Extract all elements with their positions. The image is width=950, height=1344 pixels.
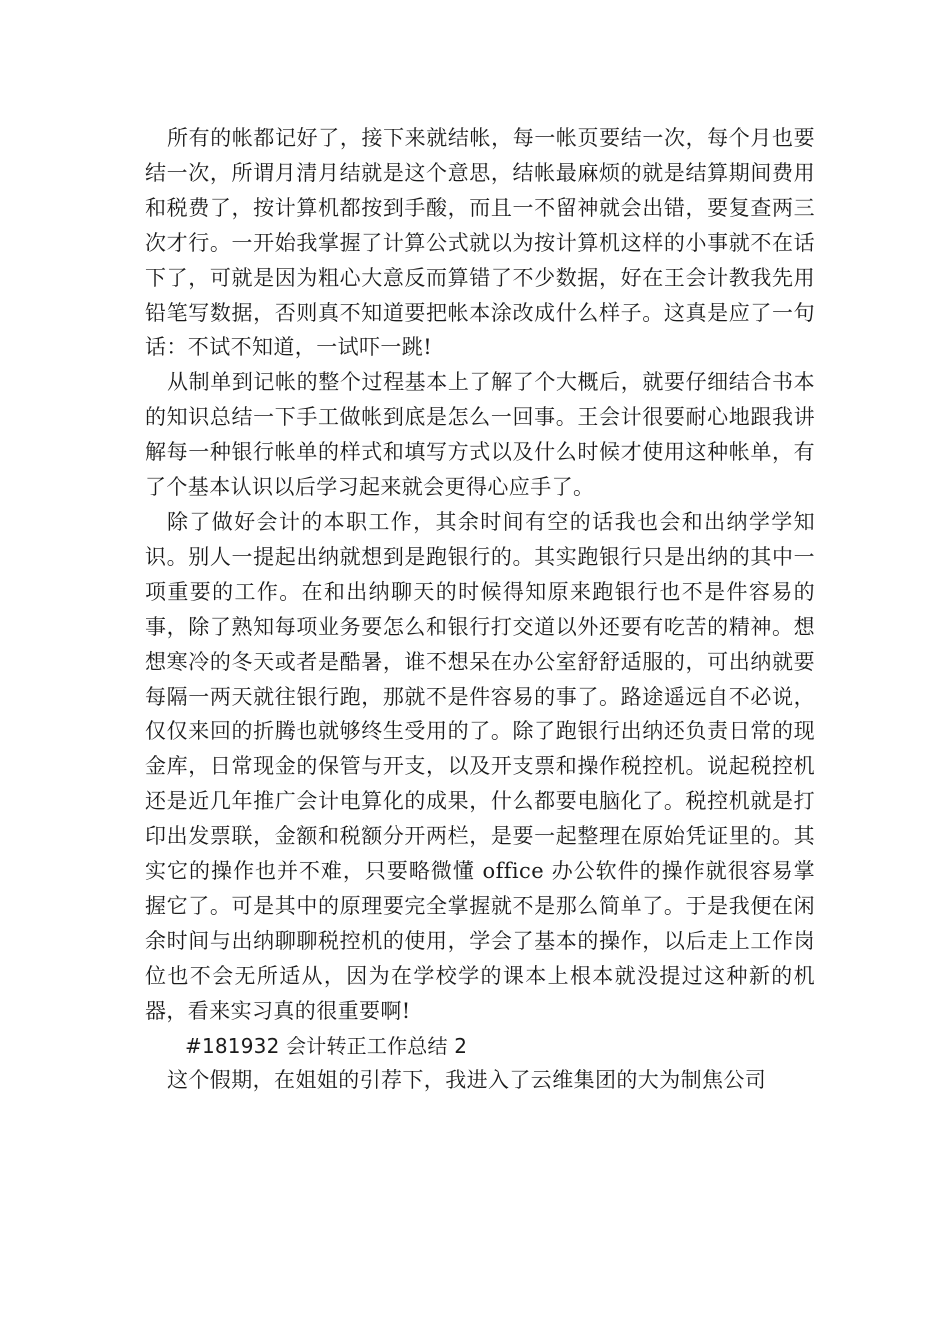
paragraph-closing-accounts: 所有的帐都记好了，接下来就结帐，每一帐页要结一次，每个月也要结一次，所谓月清月结就是这个意思，结帐最麻烦的就是结算期间费用和税费了，按计算机都按到手酸，而且一不留神就会出错，要复查两三次才行。一开始我掌握了计算公式就以为按计算机这样的小事就不在话下了，可就是因为粗心大意反而算错了不少数据，好在王会计教我先用铅笔写数据，否则真不知道要把帐本涂改成什么样子。这真是应了一句话：不试不知道，一试吓一跳! — [145, 126, 815, 360]
document-body — [145, 121, 815, 1098]
paragraph-cashier-work: 除了做好会计的本职工作，其余时间有空的话我也会和出纳学学知识。别人一提起出纳就想到是跑银行的。其实跑银行只是出纳的其中一项重要的工作。在和出纳聊天的时候得知原来跑银行也不是件容易的事，除了熟知每项业务要怎么和银行打交道以外还要有吃苦的精神。想想寒冷的冬天或者是酷暑，谁不想呆在办公室舒舒适服的，可出纳就要每隔一两天就往银行跑，那就不是件容易的事了。路途遥远自不必说，仅仅来回的折腾也就够终生受用的了。除了跑银行出纳还负责日常的现金库，日常现金的保管与开支，以及开支票和操作税控机。说起税控机还是近几年推广会计电算化的成果，什么都要电脑化了。税控机就是打印出发票联，金额和税额分开两栏，是要一起整理在原始凭证里的。其实它的操作也并不难，只要略微懂 office 办公软件的操作就很容易掌握它了。可是其中的原理要完全掌握就不是那么简单了。于是我便在闲余时间与出纳聊聊税控机的使用，学会了基本的操作，以后走上工作岗位也不会无所适从，因为在学校学的课本上根本就没提过这种新的机器，看来实习真的很重要啊! — [145, 509, 815, 1023]
paragraph-bookkeeping-process: 从制单到记帐的整个过程基本上了解了个大概后，就要仔细结合书本的知识总结一下手工做帐到底是怎么一回事。王会计很要耐心地跟我讲解每一种银行帐单的样式和填写方式以及什么时候才使用这种帐单，有了个基本认识以后学习起来就会更得心应手了。 — [145, 370, 815, 500]
paragraph-intro-internship: 这个假期，在姐姐的引荐下，我进入了云维集团的大为制焦公司 — [167, 1068, 767, 1093]
section-heading: #181932 会计转正工作总结 2 — [185, 1033, 468, 1058]
